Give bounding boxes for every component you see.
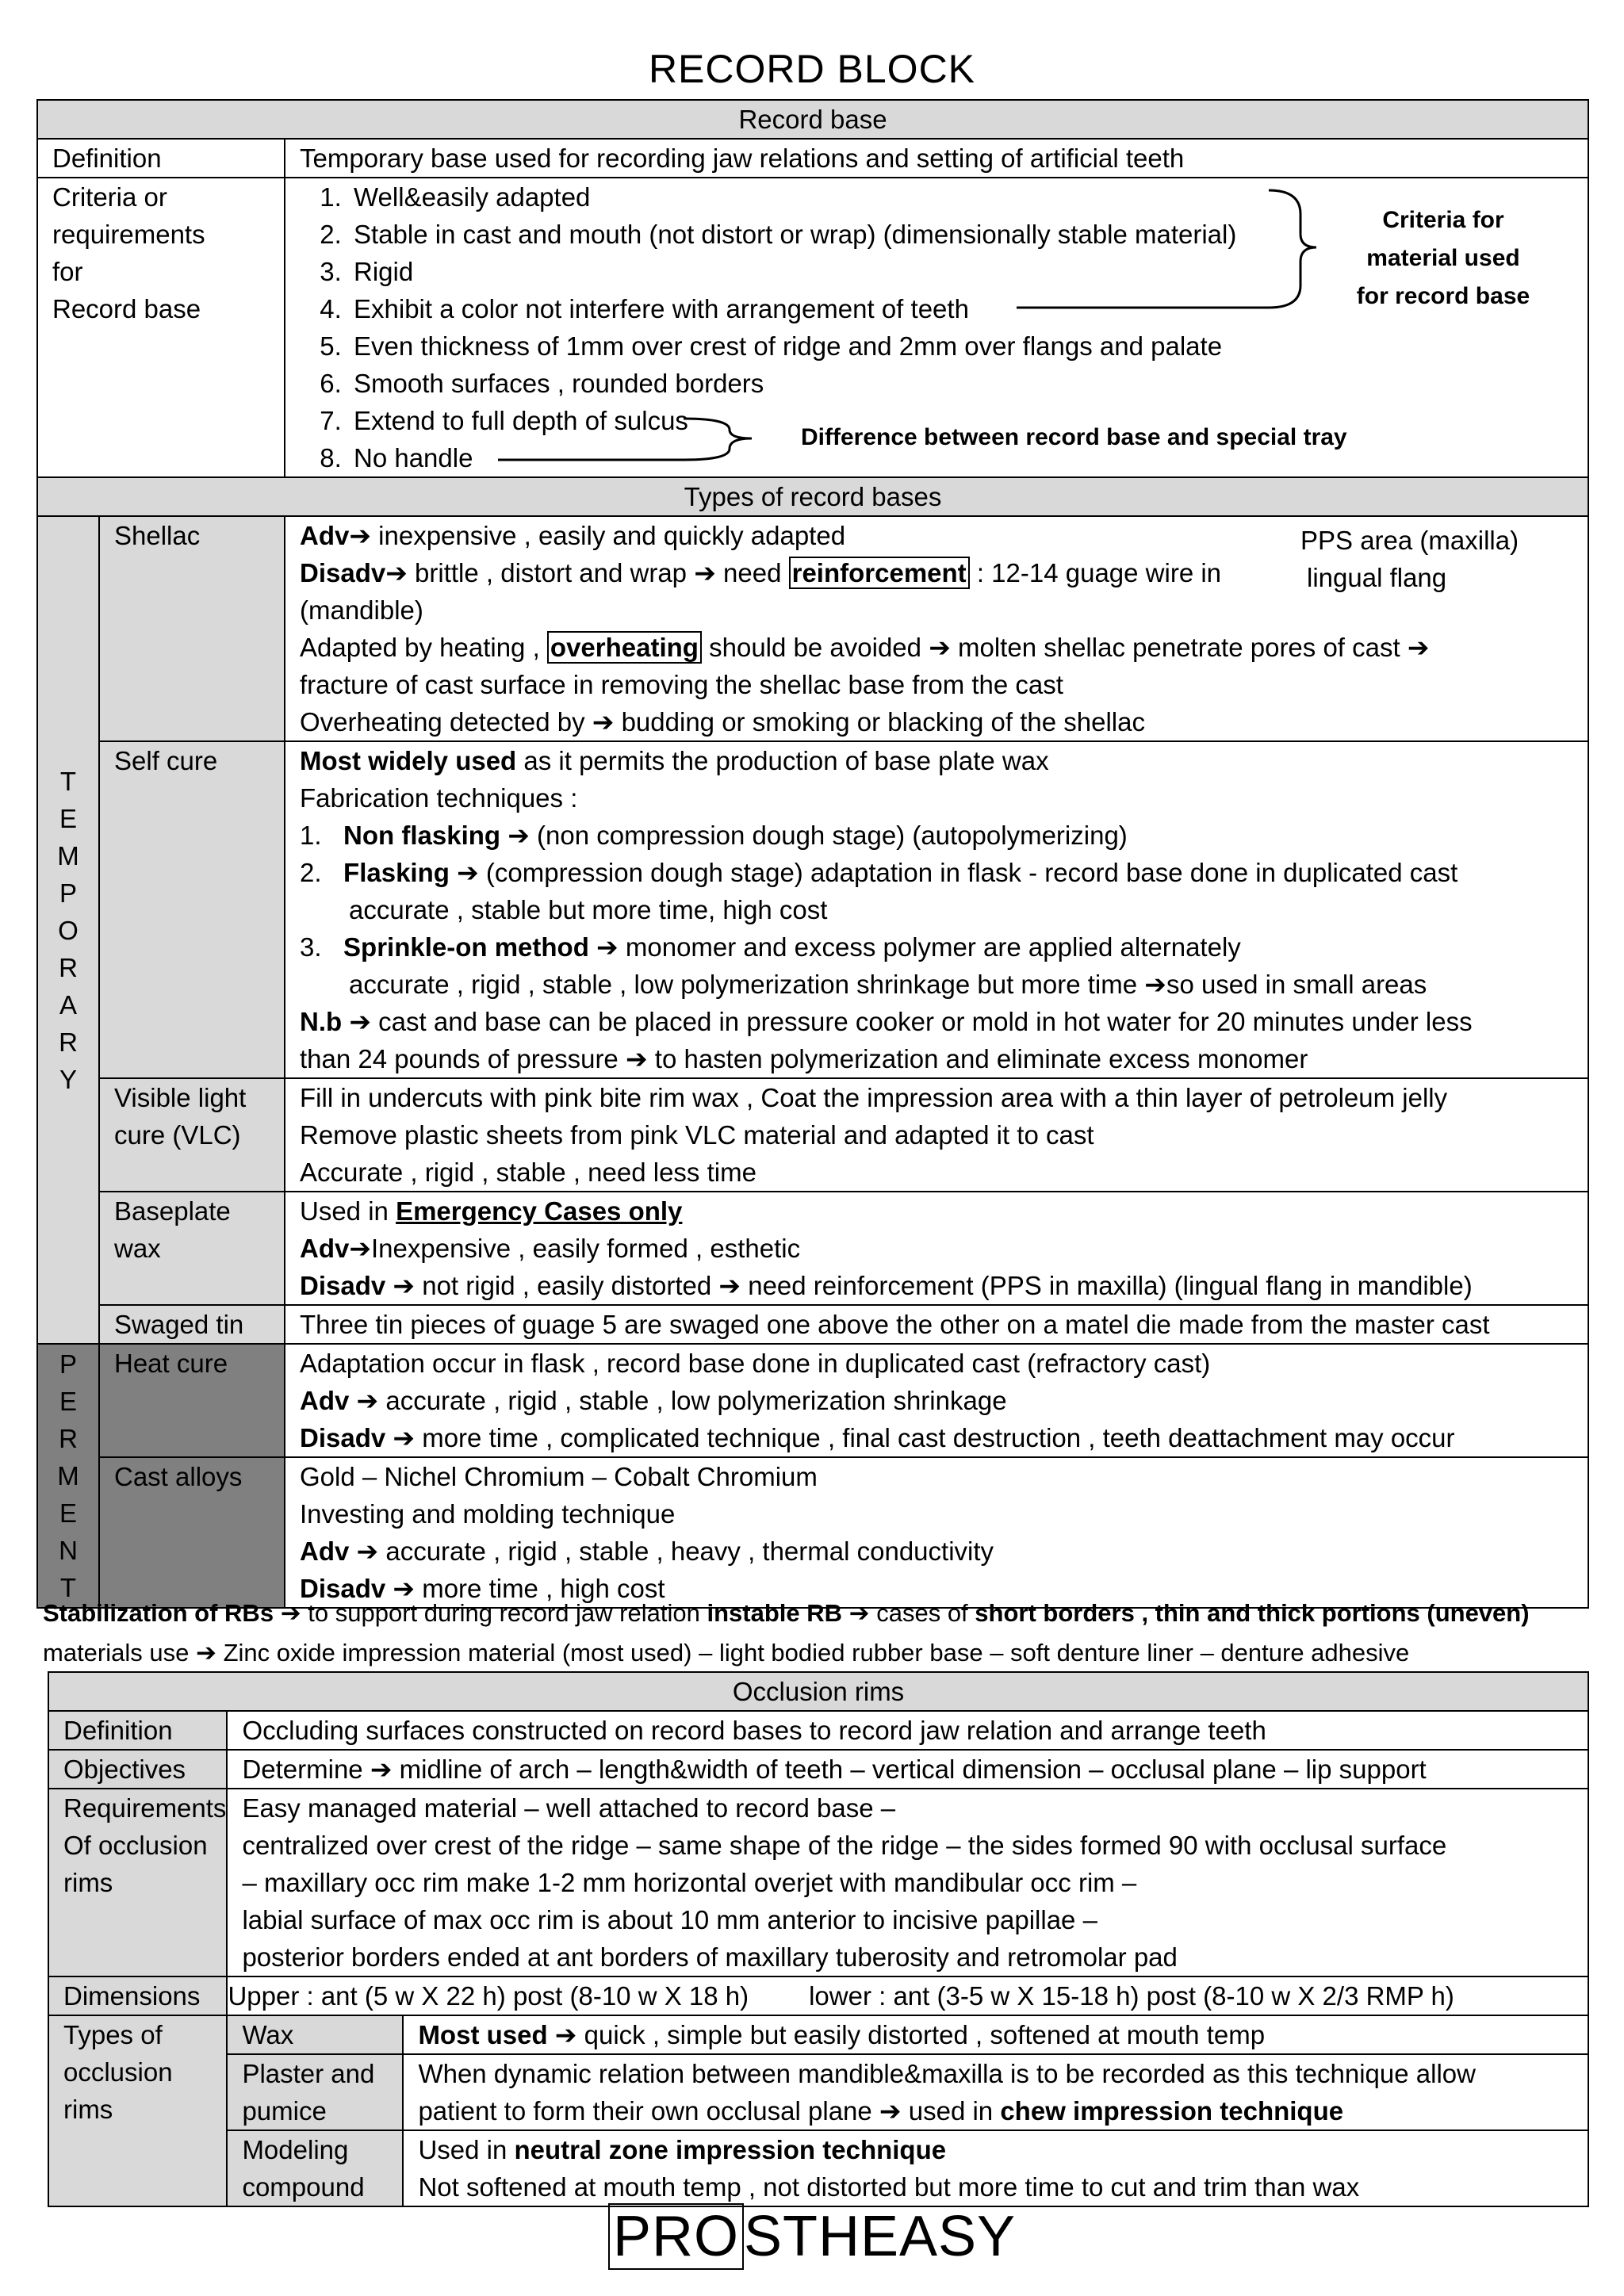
wax-text: Most used ➔ quick , simple but easily distorted , softened at mouth temp [403, 2015, 1588, 2054]
criteria-item: 3. Rigid [349, 253, 1588, 290]
plaster-text: When dynamic relation between mandible&maxilla is to be recorded as this technique allow patient to form their own occlusal plane ➔ used in chew impression technique [403, 2054, 1588, 2130]
record-base-header: Record base [37, 100, 1588, 139]
objectives-text: Determine ➔ midline of arch – length&width of teeth – vertical dimension – occlusal plane – lip support [227, 1750, 1588, 1789]
arrow-icon: ➔ [879, 2096, 902, 2126]
types-header: Types of record bases [37, 477, 1588, 516]
reinforcement-boxed: reinforcement [789, 557, 970, 589]
criteria-item: 7. Extend to full depth of sulcus [349, 402, 1588, 439]
baseplate-wax-label: Baseplate wax [99, 1192, 285, 1305]
objectives-label: Objectives [48, 1750, 227, 1789]
occlusion-rims-table [48, 1671, 1589, 2207]
dimensions-text: Upper : ant (5 w X 22 h) post (8-10 w X 18 h) lower : ant (3-5 w X 15-18 h) post (8-10 w X 2/3 RMP h) [227, 1976, 1588, 2015]
arrow-icon: ➔ [349, 521, 371, 550]
arrow-icon: ➔ [349, 1007, 371, 1036]
self-cure-cell: Most widely used as it permits the production of base plate wax Fabrication techniques : 1. Non flasking ➔ (non compression dough stage) (autopolymerizing) 2. Flasking ➔ (compression dough stage) adaptation in flask - record base done in duplicated cast accurate , stable but more time, high cost 3. Sprinkle-on method ➔ monomer and excess polymer are applied alternately accurate , rigid , stable , low polymerization shrinkage but more time ➔so used in small areas N.b ➔ cast and base can be placed in pressure cooker or mold in hot water for 20 minutes under less than 24 pounds of pressure ➔ to hasten polymerization and eliminate excess monomer [285, 741, 1588, 1078]
swaged-tin-cell: Three tin pieces of guage 5 are swaged one above the other on a matel die made from the master cast [285, 1305, 1588, 1344]
vlc-label: Visible light cure (VLC) [99, 1078, 285, 1192]
heat-cure-cell: Adaptation occur in flask , record base done in duplicated cast (refractory cast) Adv ➔ accurate , rigid , stable , low polymerization shrinkage Disadv ➔ more time , complicated technique , final cast destruction , teeth deattachment may occur [285, 1344, 1588, 1457]
criteria-item: 2. Stable in cast and mouth (not distort or wrap) (dimensionally stable material) [349, 216, 1588, 253]
baseplate-wax-cell: Used in Emergency Cases only Adv➔Inexpensive , easily formed , esthetic Disadv ➔ not rigid , easily distorted ➔ need reinforcement (PPS in maxilla) (lingual flang in mandible) [285, 1192, 1588, 1305]
vlc-cell: Fill in undercuts with pink bite rim wax , Coat the impression area with a thin layer of petroleum jelly Remove plastic sheets from pink VLC material and adapted it to cast Accurate , rigid , stable , need less time [285, 1078, 1588, 1192]
criteria-item: 1. Well&easily adapted [349, 178, 1588, 216]
overheating-boxed: overheating [547, 631, 702, 664]
criteria-item: 8. No handle [349, 439, 1588, 476]
arrow-icon: ➔ [356, 1536, 379, 1566]
cast-alloys-label: Cast alloys [99, 1457, 285, 1608]
heat-cure-label: Heat cure [99, 1344, 285, 1457]
arrow-icon: ➔ [457, 858, 479, 887]
arrow-icon: ➔ [929, 633, 951, 662]
criteria-item: 5. Even thickness of 1mm over crest of ridge and 2mm over flangs and palate [349, 327, 1588, 365]
arrow-icon: ➔ [848, 1599, 870, 1627]
arrow-icon: ➔ [280, 1599, 301, 1627]
permanent-vertical-label: P E R M E N T [37, 1344, 99, 1608]
stabilization-line: Stabilization of RBs ➔ to support during record jaw relation instable RB ➔ cases of short borders , thin and thick portions (uneven) [43, 1599, 1530, 1627]
arrow-icon: ➔ [554, 2020, 577, 2049]
occ-definition-label: Definition [48, 1711, 227, 1750]
criteria-label: Criteria or requirements for Record base [37, 178, 285, 477]
brand-footer [0, 2204, 1624, 2269]
types-of-rims-label: Types of occlusion rims [48, 2015, 227, 2206]
shellac-cell: Adv➔ inexpensive , easily and quickly adapted Disadv➔ brittle , distort and wrap ➔ need reinforcement : 12-14 guage wire in (mandible) Adapted by heating , overheating should be avoided ➔ molten shellac penetrate pores of cast ➔ fracture of cast surface in removing the shellac base from the cast Overheating detected by ➔ budding or smoking or blacking of the shellac [285, 516, 1588, 741]
modeling-text: Used in neutral zone impression technique Not softened at mouth temp , not distorted but more time to cut and trim than wax [403, 2130, 1588, 2206]
arrow-icon: ➔ [596, 932, 619, 962]
definition-label: Definition [37, 139, 285, 178]
arrow-icon: ➔ [356, 1386, 379, 1415]
modeling-label: Modeling compound [227, 2130, 403, 2206]
arrow-icon: ➔ [718, 1271, 741, 1300]
self-cure-label: Self cure [99, 741, 285, 1078]
materials-line: materials use ➔ Zinc oxide impression material (most used) – light bodied rubber base – soft denture liner – denture adhesive [43, 1639, 1410, 1667]
definition-text: Temporary base used for recording jaw relations and setting of artificial teeth [285, 139, 1588, 178]
brand-rest: STHEASY [743, 2205, 1017, 2268]
arrow-icon: ➔ [1144, 970, 1166, 999]
requirements-text: Easy managed material – well attached to record base – centralized over crest of the ridge – same shape of the ridge – the sides formed 90 with occlusal surface – maxillary occ rim make 1-2 mm horizontal overjet with mandibular occ rim – labial surface of max occ rim is about 10 mm anterior to incisive papillae – posterior borders ended at ant borders of maxillary tuberosity and retromolar pad [227, 1789, 1588, 1976]
arrow-icon: ➔ [393, 1271, 416, 1300]
arrow-icon: ➔ [393, 1574, 416, 1603]
criteria-item: 6. Smooth surfaces , rounded borders [349, 365, 1588, 402]
arrow-icon: ➔ [385, 558, 408, 587]
arrow-icon: ➔ [508, 821, 530, 850]
arrow-icon: ➔ [625, 1044, 648, 1073]
shellac-label: Shellac [99, 516, 285, 741]
arrow-icon: ➔ [694, 558, 716, 587]
tray-difference-note: Difference between record base and special tray [801, 424, 1347, 450]
dimensions-label: Dimensions [48, 1976, 227, 2015]
pps-note: PPS area (maxilla) lingual flang [1300, 526, 1519, 592]
occ-definition-text: Occluding surfaces constructed on record bases to record jaw relation and arrange teeth [227, 1711, 1588, 1750]
plaster-label: Plaster and pumice [227, 2054, 403, 2130]
swaged-tin-label: Swaged tin [99, 1305, 285, 1344]
page-title: RECORD BLOCK [648, 47, 976, 91]
cast-alloys-cell: Gold – Nichel Chromium – Cobalt Chromium Investing and molding technique Adv ➔ accurate , rigid , stable , heavy , thermal conductivity Disadv ➔ more time , high cost [285, 1457, 1588, 1608]
occlusion-header: Occlusion rims [48, 1672, 1588, 1711]
requirements-label: Requirements Of occlusion rims [48, 1789, 227, 1976]
arrow-icon: ➔ [592, 707, 615, 737]
wax-label: Wax [227, 2015, 403, 2054]
arrow-icon: ➔ [195, 1639, 216, 1667]
temporary-vertical-label: T E M P O R A R Y [37, 516, 99, 1344]
arrow-icon: ➔ [393, 1423, 416, 1452]
material-criteria-note: Criteria for material used for record base [1356, 207, 1530, 309]
arrow-icon: ➔ [370, 1755, 393, 1784]
arrow-icon: ➔ [1407, 633, 1430, 662]
brand-boxed: PRO [608, 2203, 744, 2270]
criteria-bracket [1269, 190, 1316, 308]
tray-bracket [684, 419, 752, 460]
criteria-item: 4. Exhibit a color not interfere with arrangement of teeth [349, 290, 1588, 327]
arrow-icon: ➔ [349, 1234, 371, 1263]
